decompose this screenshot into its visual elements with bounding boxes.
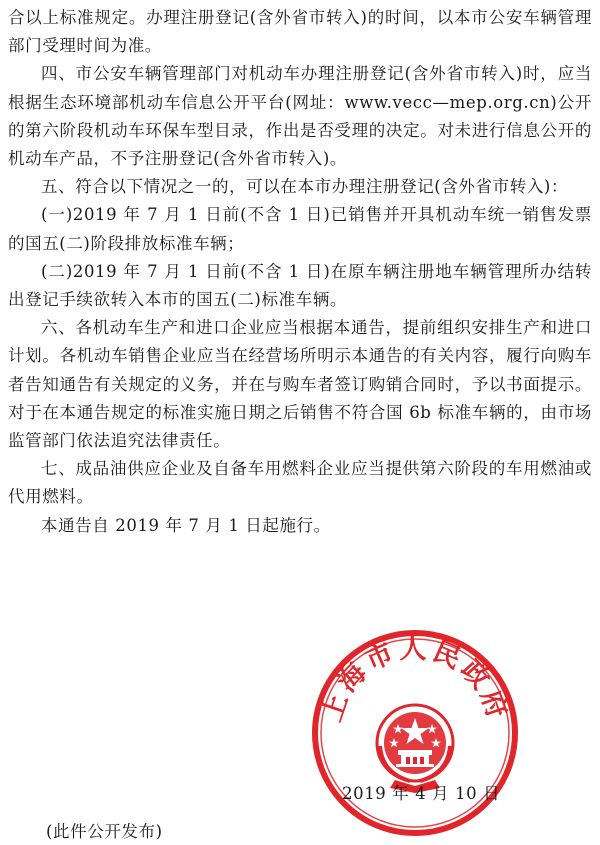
national-emblem-icon (377, 705, 453, 793)
official-seal (310, 628, 520, 838)
document-body (8, 4, 592, 540)
publication-note: (此件公开发布) (46, 822, 163, 841)
paragraph-effective-date: 本通告自 2019 年 7 月 1 日起施行。 (41, 515, 331, 535)
seal-graphic (310, 628, 520, 838)
paragraph-continuation: 合以上标准规定。办理注册登记(含外省市转入)的时间，以本市公安车辆管理部门受理时间为准。 (8, 8, 592, 56)
paragraph-item-5-sub-1: (一)2019 年 7 月 1 日前(不含 1 日)已销售并开具机动车统一销售发票的国五(二)阶段排放标准车辆； (8, 205, 592, 253)
paragraph-item-5: 五、符合以下情况之一的，可以在本市办理注册登记(含外省市转入)： (41, 177, 569, 197)
paragraph-item-5-sub-2: (二)2019 年 7 月 1 日前(不含 1 日)在原车辆注册地车辆管理所办结转出登记手续欲转入本市的国五(二)标准车辆。 (8, 261, 592, 310)
paragraph-item-7: 七、成品油供应企业及自备车用燃料企业应当提供第六阶段的车用燃油或代用燃料。 (8, 459, 592, 507)
issue-date: 2019 年 4 月 10 日 (342, 784, 501, 803)
seal-authority-text: 上海市人民政府 (316, 633, 514, 726)
paragraph-item-6: 六、各机动车生产和进口企业应当根据本通告，提前组织安排生产和进口计划。各机动车销售企业应当在经营场所明示本通告的有关内容，履行向购车者告知通告有关规定的义务，并在与购车者签订购销合同时，予以书面提示。对于在本通告规定的标准实施日期之后销售不符合国 6b 标准车辆的，由市场监管部门依法追究法律责任。 (8, 318, 592, 451)
paragraph-item-4: 四、市公安车辆管理部门对机动车办理注册登记(含外省市转入)时，应当根据生态环境部机动车信息公开平台(网址：www.vecc—mep.org.cn)公开的第六阶段机动车环保车型目录，作出是否受理的决定。对未进行信息公开的机动车产品，不予注册登记(含外省市转入)。 (8, 64, 592, 169)
